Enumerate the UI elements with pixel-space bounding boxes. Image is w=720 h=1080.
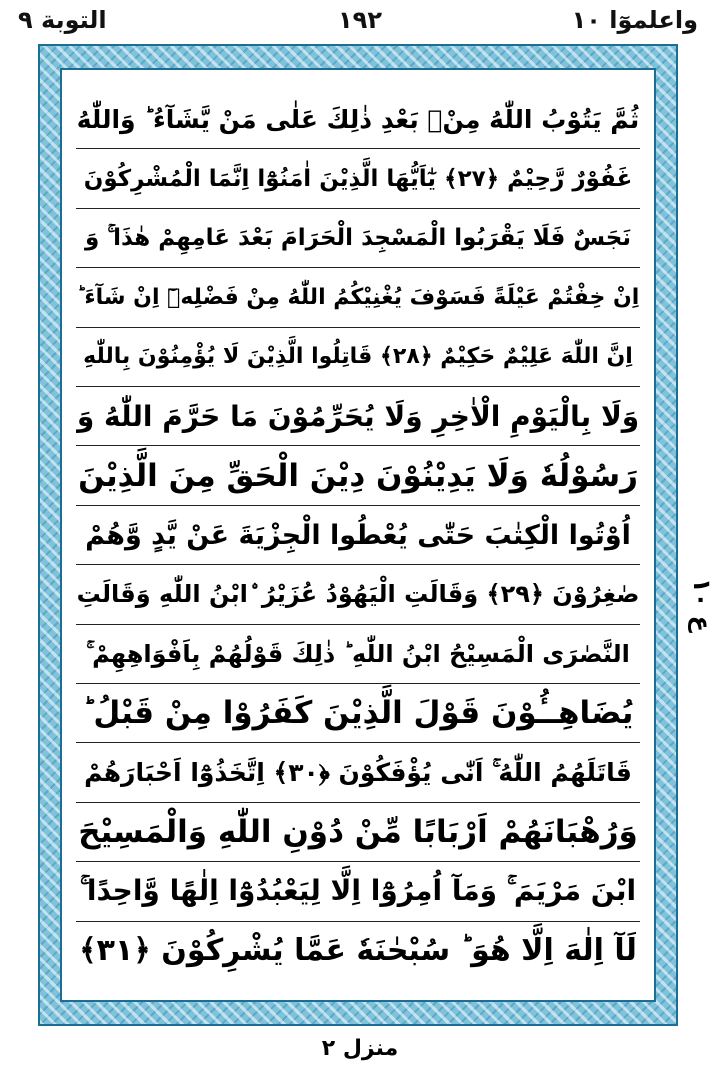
decorative-border xyxy=(38,44,678,1026)
para-name: واعلموٓا ١٠ xyxy=(571,6,698,34)
page-number: ١٩٢ xyxy=(338,6,382,34)
verse-line: ثُمَّ يَتُوْبُ اللّٰهُ مِنْۢ بَعْدِ ذٰلِكَ عَلٰى مَنْ يَّشَآءُ ؕ وَاللّٰهُ xyxy=(76,90,640,149)
verse-line: اِنْ خِفْتُمْ عَيْلَةً فَسَوْفَ يُغْنِيْكُمُ اللّٰهُ مِنْ فَضْلِهٖٓ اِنْ شَآءَ ؕ xyxy=(76,268,640,327)
verse-line: نَجَسٌ فَلَا يَقْرَبُوا الْمَسْجِدَ الْحَرَامَ بَعْدَ عَامِهِمْ هٰذَا ۚ وَ xyxy=(76,209,640,268)
verse-line: رَسُوْلُهٗ وَلَا يَدِيْنُوْنَ دِيْنَ الْحَقِّ مِنَ الَّذِيْنَ xyxy=(76,446,640,505)
manzil-footer: منزل ٢ xyxy=(321,1036,399,1061)
verse-line: اُوْتُوا الْكِتٰبَ حَتّٰى يُعْطُوا الْجِزْيَةَ عَنْ يَّدٍ وَّهُمْ xyxy=(76,506,640,565)
page-header xyxy=(0,0,720,46)
surah-name: التوبة ٩ xyxy=(18,6,107,34)
verse-lines xyxy=(76,90,640,980)
verse-line: وَرُهْبَانَهُمْ اَرْبَابًا مِّنْ دُوْنِ اللّٰهِ وَالْمَسِيْحَ xyxy=(76,803,640,862)
verse-line: غَفُوْرٌ رَّحِيْمٌ ﴿۲۷﴾ يٰٓاَيُّهَا الَّذِيْنَ اٰمَنُوْٓا اِنَّمَا الْمُشْرِكُوْنَ xyxy=(76,149,640,208)
verse-line: ابْنَ مَرْيَمَ ۚ وَمَآ اُمِرُوْٓا اِلَّا لِيَعْبُدُوْٓا اِلٰهًا وَّاحِدًا ۚ xyxy=(76,862,640,921)
ruku-marker: ع ١٠ xyxy=(688,578,716,633)
verse-line: صٰغِرُوْنَ ﴿۲۹﴾ وَقَالَتِ الْيَهُوْدُ عُزَيْرُ ۨابْنُ اللّٰهِ وَقَالَتِ xyxy=(76,565,640,624)
verse-line: لَآ اِلٰهَ اِلَّا هُوَ ؕ سُبْحٰنَهٗ عَمَّا يُشْرِكُوْنَ ﴿۳۱﴾ xyxy=(79,933,637,969)
verse-line: قَاتَلَهُمُ اللّٰهُ ۚ اَنّٰى يُؤْفَكُوْنَ ﴿۳۰﴾ اِتَّخَذُوْٓا اَحْبَارَهُمْ xyxy=(76,743,640,802)
verse-line: اِنَّ اللّٰهَ عَلِيْمٌ حَكِيْمٌ ﴿۲۸﴾ قَاتِلُوا الَّذِيْنَ لَا يُؤْمِنُوْنَ بِاللّٰهِ xyxy=(76,328,640,387)
text-panel xyxy=(60,68,656,1002)
verse-line: النَّصٰرَى الْمَسِيْحُ ابْنُ اللّٰهِ ؕ ذٰلِكَ قَوْلُهُمْ بِاَفْوَاهِهِمْ ۚ xyxy=(76,625,640,684)
verse-line: يُضَاهِــُٔوْنَ قَوْلَ الَّذِيْنَ كَفَرُوْا مِنْ قَبْلُ ؕ xyxy=(76,684,640,743)
verse-line: وَلَا بِالْيَوْمِ الْاٰخِرِ وَلَا يُحَرِّمُوْنَ مَا حَرَّمَ اللّٰهُ وَ xyxy=(76,387,640,446)
